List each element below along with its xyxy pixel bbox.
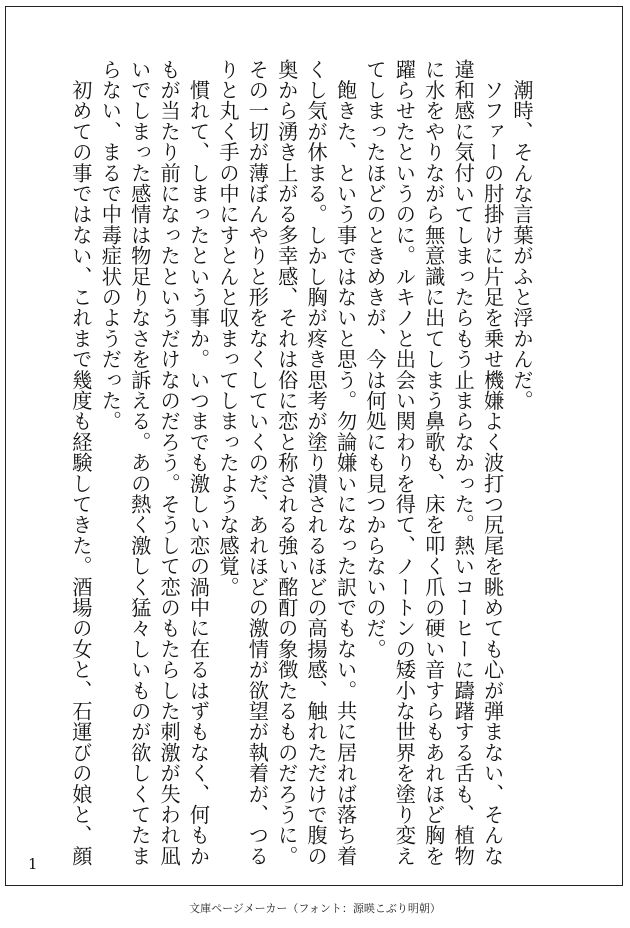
text-line: 奥から湧き上がる多幸感、それは俗に恋と称される強い酩酊の象徴たるものだろうに。	[274, 59, 299, 867]
text-line: くし気が休まる。しかし胸が疼き思考が塗り潰されるほどの高揚感、触れただけで腹の	[304, 59, 329, 867]
text-line: もが当たり前になったというだけなのだろう。そうして恋のもたらした刺激が失われ凪	[157, 59, 182, 867]
body-text	[66, 59, 537, 867]
text-line: ソファーの肘掛けに片足を乗せ機嫌よく波打つ尻尾を眺めても心が弾まない、そんな	[480, 59, 505, 867]
text-line: 躍らせたというのに。ルキノと出会い関わりを得て、ノートンの矮小な世界を塗り変え	[392, 59, 417, 867]
text-line: その一切が薄ぼんやりと形をなくしていくのだ、あれほどの激情が欲望が執着が、つる	[245, 59, 270, 867]
text-line: 飽きた、という事ではないと思う。勿論嫌いになった訳でもない。共に居れば落ち着	[333, 59, 358, 867]
page-frame	[5, 6, 623, 886]
text-line: 初めての事ではない、これまで幾度も経験してきた。酒場の女と、石運びの娘と、顔	[68, 59, 93, 867]
footer-credit: 文庫ページメーカー（フォント：源暎こぶり明朝）	[189, 902, 441, 915]
text-line: 違和感に気付いてしまったらもう止まらなかった。熱いコーヒーに躊躇する舌も、植物	[451, 59, 476, 867]
text-line: てしまったほどのときめきが、今は何処にも見つからないのだ。	[362, 59, 387, 660]
text-line: に水をやりながら無意識に出てしまう鼻歌も、床を叩く爪の硬い音すらもあれほど胸を	[421, 59, 446, 867]
text-line: りと丸く手の中にすとんと収まってしまったような感覚。	[215, 59, 240, 598]
page-number: 1	[28, 855, 38, 873]
text-line: らない、まるで中毒症状のようだった。	[98, 59, 123, 432]
text-line: いでしまった感情は物足りなさを訴える。あの熱く激しく猛々しいものが欲しくてたま	[127, 59, 152, 867]
text-line: 慣れて、しまったという事か。いつまでも激しい恋の渦中に在るはずもなく、何もか	[186, 59, 211, 867]
text-line: 潮時、そんな言葉がふと浮かんだ。	[510, 59, 534, 411]
